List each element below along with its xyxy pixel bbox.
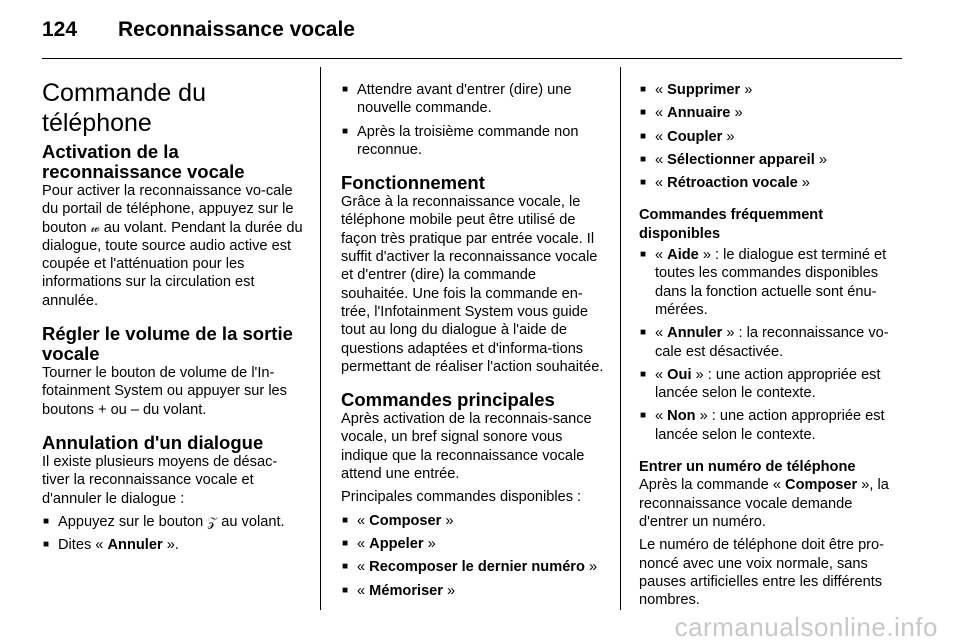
bullet-icon: ■ [640, 107, 647, 119]
bullet-icon: ■ [43, 515, 50, 527]
paragraph-number-pronunciation: Le numéro de téléphone doit être pro-noncé avec une voix normale, sans pauses artificielles entre les différents nombres. [639, 537, 885, 609]
watermark: carmanualsonline.info [674, 612, 938, 642]
section-title-activation: Activation de la reconnaissance vocale [42, 141, 245, 182]
list-item: ■ Dites « Annuler ». [43, 537, 179, 554]
bullet-icon: ■ [342, 561, 349, 573]
bullet-icon: ■ [640, 130, 647, 142]
bullet-icon: ■ [640, 368, 647, 380]
list-item: ■ « Appeler » [342, 535, 436, 552]
list-item: ■ « Supprimer » [640, 82, 753, 98]
bullet-icon: ■ [43, 539, 50, 551]
frequent-commands-list [639, 246, 902, 444]
column-2 [341, 78, 604, 600]
list-item: ■ « Coupler » [640, 128, 735, 145]
section-title-frequent: Commandes fréquemment disponibles [639, 207, 824, 242]
page-header [42, 18, 902, 48]
column-divider-2 [620, 67, 621, 610]
main-commands-list [341, 512, 604, 600]
voice-button-icon: 𝓌 [90, 219, 100, 235]
bullet-icon: ■ [640, 177, 647, 189]
list-item: ■ « Rétroaction vocale » [640, 175, 810, 192]
bullet-icon: ■ [342, 125, 349, 137]
bullet-icon: ■ [640, 249, 647, 261]
list-item: ■ Après la troisième commande non reconnue. [342, 123, 579, 158]
column-1 [42, 78, 304, 554]
page-header-title: Reconnaissance vocale [118, 18, 355, 41]
bullet-icon: ■ [342, 514, 349, 526]
list-item: ■ « Oui » : une action appropriée est lancée selon le contexte. [640, 366, 881, 402]
paragraph-operation: Grâce à la reconnaissance vocale, le téléphone mobile peut être utilisé de façon très pratique par entrée vocale. Il suffit d'activer la reconnaissance vocale et d'entrer (dire) la commande souhaitée. Une fois la commande en-trée, l'Infotainment System vous guide tout au long du dialogue à l'aide de questions adaptées et d'informa-tions permettant de réaliser l'action souhaitée. [341, 194, 604, 375]
list-item: ■ « Aide » : le dialogue est terminé et toutes les commandes disponibles dans la fonction actuelle sont énu-mérées. [640, 247, 887, 318]
list-item: ■ « Annuaire » [640, 105, 743, 122]
bullet-icon: ■ [640, 410, 647, 422]
main-title: Commande du téléphone [42, 79, 206, 137]
list-item: ■ Appuyez sur le bouton 𝒵 au volant. [43, 513, 285, 530]
paragraph-activation: Pour activer la reconnaissance vo-cale du portail de téléphone, appuyez sur le bouton 𝓌 au volant. Pendant la durée du dialogue, toute source audio active est coupée et l'atténuation pour les informations sur la circulation est annulée. [42, 183, 303, 309]
bullet-icon: ■ [640, 84, 647, 95]
section-title-volume: Régler le volume de la sortie vocale [42, 323, 293, 365]
header-rule [42, 58, 902, 59]
list-item: ■ « Composer » [342, 512, 454, 529]
list-item: ■ « Sélectionner appareil » [640, 151, 827, 168]
list-item: ■ Attendre avant d'entrer (dire) une nouvelle commande. [342, 82, 572, 117]
paragraph-main-commands: Après activation de la reconnais-sance vocale, un bref signal sonore vous indique que la reconnaissance vocale attend une entrée. [341, 411, 592, 483]
bullet-icon: ■ [640, 327, 647, 339]
column-3 [639, 78, 902, 609]
list-item: ■ « Mémoriser » [342, 582, 456, 599]
list-item: ■ « Recomposer le dernier numéro » [342, 559, 598, 576]
section-title-cancel: Annulation d'un dialogue [42, 431, 264, 453]
column-divider-1 [320, 67, 321, 610]
bullet-icon: ■ [640, 153, 647, 165]
page-number: 124 [42, 18, 78, 41]
paragraph-enter-number: Après la commande « Composer », la reconnaissance vocale demande d'entrer un numéro. [639, 477, 889, 530]
hangup-button-icon: 𝒵 [207, 513, 218, 529]
bullet-icon: ■ [342, 537, 349, 549]
list-item: ■ « Non » : une action appropriée est lancée selon le contexte. [640, 408, 885, 443]
section-title-enter-number: Entrer un numéro de téléphone [639, 459, 856, 476]
bullet-icon: ■ [342, 84, 349, 95]
section-title-operation: Fonctionnement [341, 172, 485, 194]
paragraph-volume: Tourner le bouton de volume de l'In-fotainment System ou appuyer sur les boutons + ou – du volant. [42, 365, 287, 418]
section-title-main-commands: Commandes principales [341, 389, 555, 411]
list-item: ■ « Annuler » : la reconnaissance vo-cale est désactivée. [640, 325, 889, 360]
paragraph-cancel: Il existe plusieurs moyens de désac-tiver la reconnaissance vocale et d'annuler le dialogue : [42, 453, 278, 507]
main-commands-list-cont [639, 81, 902, 192]
paragraph-commands-intro: Principales commandes disponibles : [341, 489, 582, 506]
bullet-icon: ■ [342, 584, 349, 596]
